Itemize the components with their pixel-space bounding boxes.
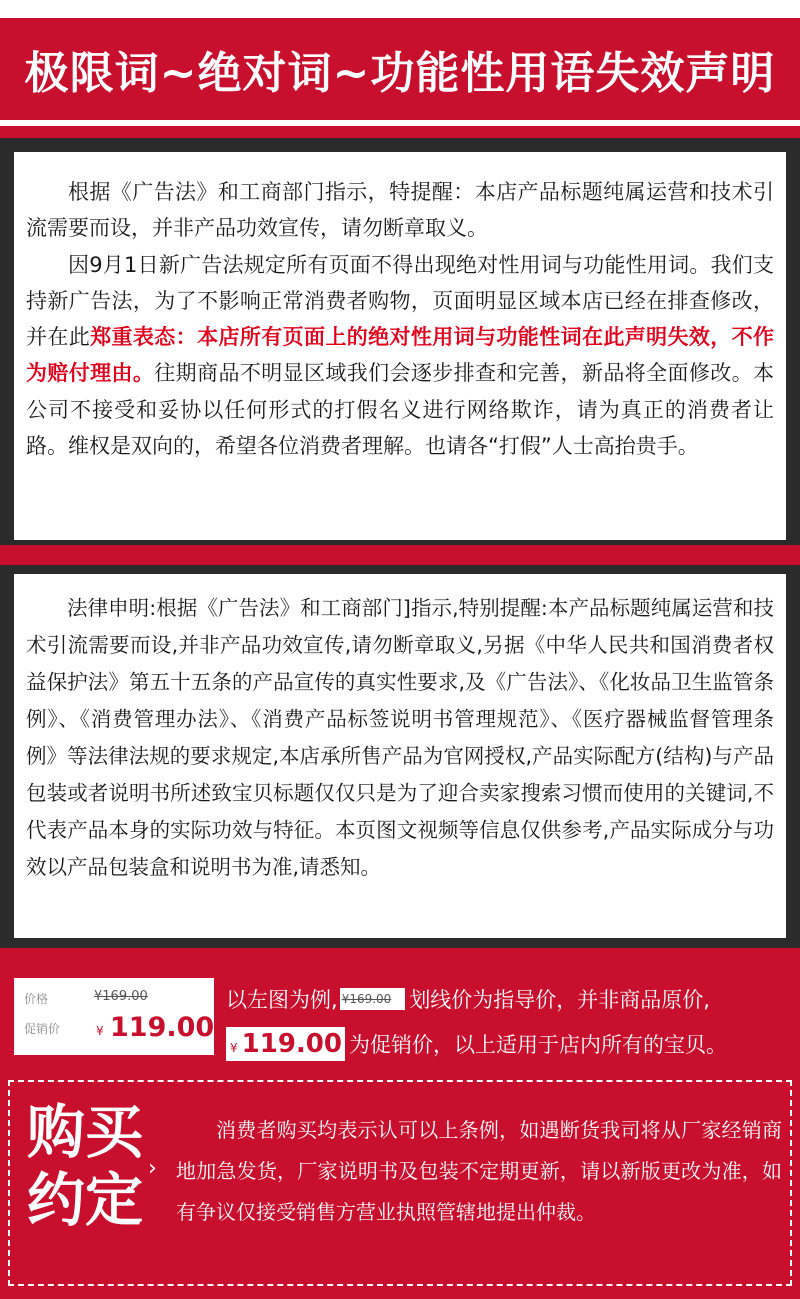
legal-statement: 法律申明:根据《广告法》和工商部门]指示,特别提醒:本产品标题纯属运营和技术引流需要而设,并非产品功效宣传,请勿断章取义,另据《中华人民共和国消费者权益保护法》第五十五条的产品宣传的真实性要求,及《广告法》、《化妆品卫生监管条例》、《消费管理办法》、《消费产品标签说明书管理规范》、《医疗器械监督管理条例》等法律法规的要求规定,本店承所售产品为官网授权,产品实际配方(结构)与产品包装或者说明书所述致宝贝标题仅仅只是为了迎合卖家搜索习惯而使用的关键词,不代表产品本身的实际功效与特征。本页图文视频等信息仅供参考,产品实际成分与功效以产品包装盒和说明书为准,请悉知。 [26,596,774,879]
inline-promo-price-value: 119.00 [241,1029,342,1059]
price-line-prefix: 以左图为例, [226,988,338,1012]
notice-highlight: 郑重表态：本店所有页面上的绝对性用词与功能性词在此声明失效，不作为赔付理由。 [26,325,775,386]
agreement-title [20,1098,150,1234]
section-divider [0,948,800,960]
notice-paragraph-2 [26,247,774,465]
legal-panel [14,574,786,938]
agreement-title-line-2: 约定 [26,1166,143,1234]
notice-text-b: 往期商品不明显区域我们会逐步排查和完善，新品将全面修改。本公司不接受和妥协以任何形式的打假名义进行网络欺诈，请为真正的消费者让路。维权是双向的，希望各位消费者理解。也请各“打假”人士高抬贵手。 [26,361,775,459]
price-line-suffix: 划线价为指导价，并非商品原价, [409,988,710,1012]
section-divider [0,545,800,565]
inline-original-price: ¥169.00 [340,988,406,1010]
agreement-text: 消费者购买均表示认可以上条例，如遇断货我司将从厂家经销商地加急发货，厂家说明书及包装不定期更新，请以新版更改为准，如有争议仅接受销售方营业执照管辖地提出仲裁。 [176,1118,782,1224]
price-explanation-line-1 [226,984,710,1014]
inline-promo-price [226,1027,345,1061]
original-price-label: 价格 [24,992,49,1006]
price-line-suffix: 为促销价，以上适用于店内所有的宝贝。 [348,1033,727,1057]
currency-symbol: ¥ [96,1024,104,1038]
purchase-agreement [8,1080,792,1286]
page-title: 极限词~绝对词~功能性用语失效声明 [24,48,776,99]
original-price: ¥169.00 [94,989,148,1004]
notice-text-a: 因9月1日新广告法规定所有页面不得出现绝对性用词与功能性用词。我们支持新广告法，为了不影响正常消费者购物，页面明显区域本店已经在排查修改，并在此 [26,252,774,350]
notice-panel [14,152,786,540]
currency-symbol: ¥ [230,1041,238,1055]
top-strip [0,0,800,18]
price-example-card [14,978,214,1055]
price-explanation-line-2 [226,1027,727,1061]
agreement-title-line-1: 购买 [26,1098,143,1166]
promo-price-label: 促销价 [24,1022,61,1036]
promo-price: 119.00 [110,1012,215,1043]
title-banner [0,18,800,120]
chevron-right-icon: › [148,1156,157,1181]
price-section [0,960,800,1299]
notice-paragraph-1: 根据《广告法》和工商部门指示，特提醒：本店产品标题纯属运营和技术引流需要而设，并非产品功效宣传，请勿断章取义。 [26,180,774,241]
title-divider-red [0,126,800,138]
